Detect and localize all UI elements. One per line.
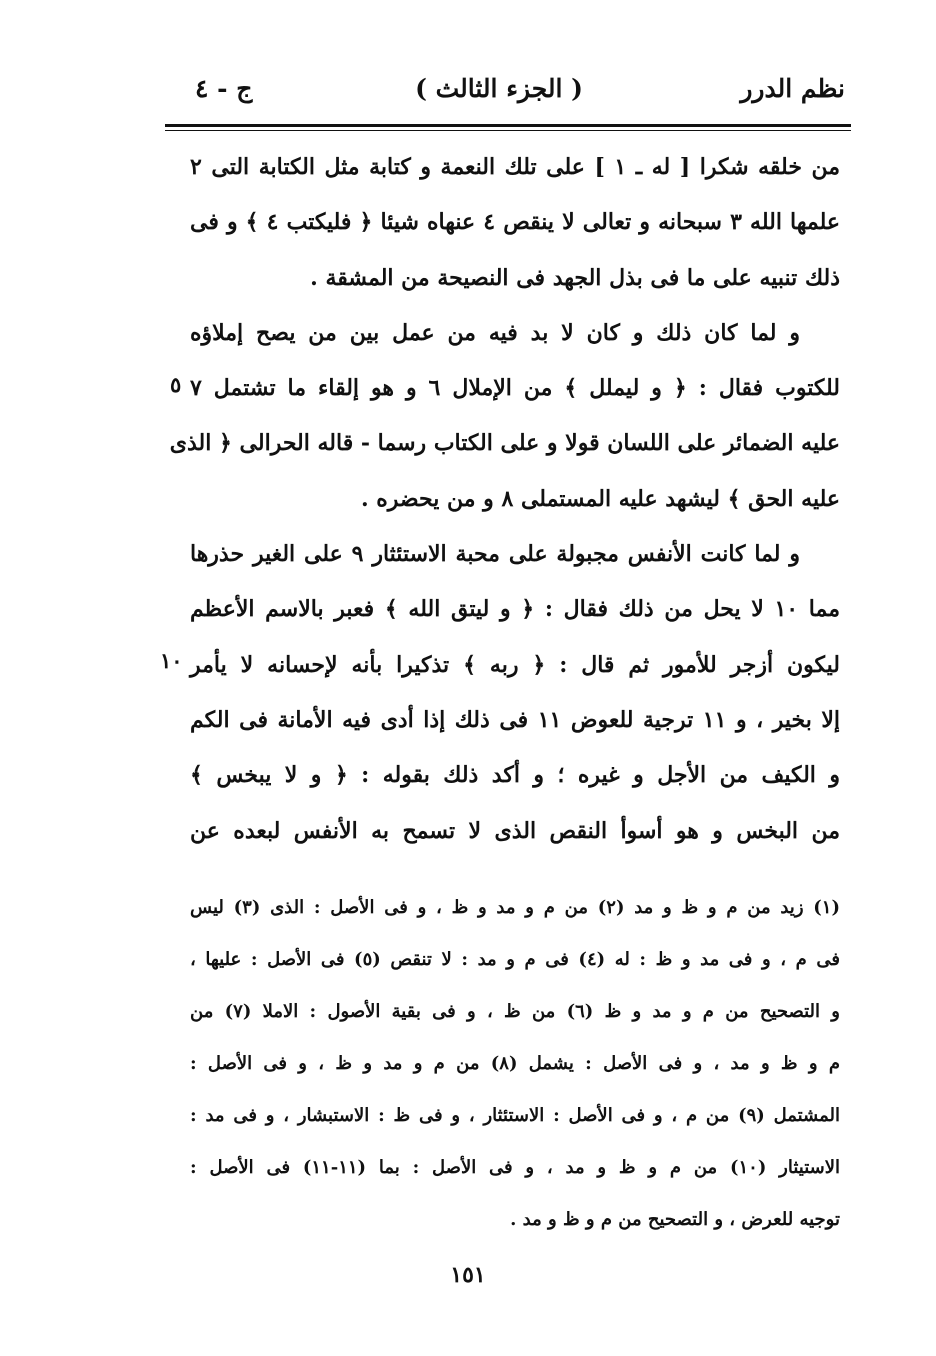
text-line: و لما كانت الأنفس مجبولة على محبة الاستئثار ٩ على الغير حذرها: [190, 541, 801, 568]
running-header: [165, 74, 845, 118]
header-rule: [165, 124, 851, 127]
footnote-line: فى م ، و فى مد و ظ : له (٤) فى م و مد : لا تنقص (٥) فى الأصل : عليها ،: [190, 949, 840, 970]
margin-line-number: ٥: [170, 372, 182, 397]
footnote-line: م و ظ و مد ، و فى الأصل : يشمل (٨) من م و مد و ظ ، و فى الأصل :: [190, 1053, 840, 1074]
book-title: نظم الدرر: [740, 74, 845, 103]
text-line: للكتوب فقال : ﴿ و ليملل ﴾ من الإملال ٦ و هو إلقاء ما تشتمل ٧: [190, 375, 840, 402]
text-line: عليه الحق ﴾ ليشهد عليه المستملى ٨ و من يحضره .: [360, 485, 840, 512]
footnote-line: و التصحيح من م و مد و ظ (٦) من ظ ، و فى بقية الأصول : الاملا (٧) من: [190, 1001, 840, 1022]
text-line: عليه الضمائر على اللسان قولا و على الكتاب رسما - قاله الحرالى ﴿ الذى: [169, 430, 840, 457]
footnote-line: (١) زيد من م و ظ و مد (٢) من م و مد و ظ ، و فى الأصل : الذى (٣) ليس: [190, 897, 840, 918]
text-line: ليكون أزجر للأمور ثم قال : ﴿ ربه ﴾ تذكيرا بأنه لإحسانه لا يأمر: [190, 651, 840, 678]
footnote-line: الاستيثار (١٠) من م و ظ و مد ، و فى الأصل : بما (١١-١١) فى الأصل :: [190, 1157, 840, 1178]
text-line: ذلك تنبيه على ما فى بذل الجهد فى النصيحة من المشقة .: [310, 264, 840, 291]
volume-part: ( الجزء الثالث ): [415, 74, 583, 103]
text-line: علمها الله ٣ سبحانه و تعالى لا ينقص ٤ عنهاه شيئا ﴿ فليكتب ٤ ﴾ و فى: [190, 209, 841, 236]
text-line: من خلقه شكرا [ له ـ ١ ] على تلك النعمة و كتابة مثل الكتابة التى ٢: [190, 154, 840, 180]
main-text: [169, 140, 841, 859]
footnotes: [190, 882, 840, 1246]
volume-ref: ج - ٤: [195, 74, 253, 103]
page-number: ١٥١: [450, 1262, 486, 1288]
text-line: إلا بخير ، و ١١ ترجية للعوض ١١ فى ذلك إذا أدى فيه الأمانة فى الكم: [190, 706, 840, 733]
header-rule-thin: [165, 130, 851, 131]
text-line: من البخس و هو أسوأ النقص الذى لا تسمح به الأنفس لبعده عن: [190, 817, 840, 844]
footnote-line: توجيه للعرض ، و التصحيح من م و ظ و مد .: [510, 1209, 840, 1230]
text-line: مما ١٠ لا يحل من ذلك فقال : ﴿ و ليتق الله ﴾ فعبر بالاسم الأعظم: [190, 596, 840, 623]
margin-line-number: ١٠: [160, 648, 183, 673]
text-line: و الكيف من الأجل و غيره ؛ و أكد ذلك بقوله : ﴿ و لا يبخس ﴾: [190, 762, 840, 789]
text-line: و لما كان ذلك و كان لا بد فيه من عمل بين من يصح إملاؤه: [190, 319, 800, 346]
footnote-line: المشتمل (٩) من م ، و فى الأصل : الاستئثار ، و فى ظ : الاستبشار ، و فى مد :: [190, 1105, 840, 1126]
